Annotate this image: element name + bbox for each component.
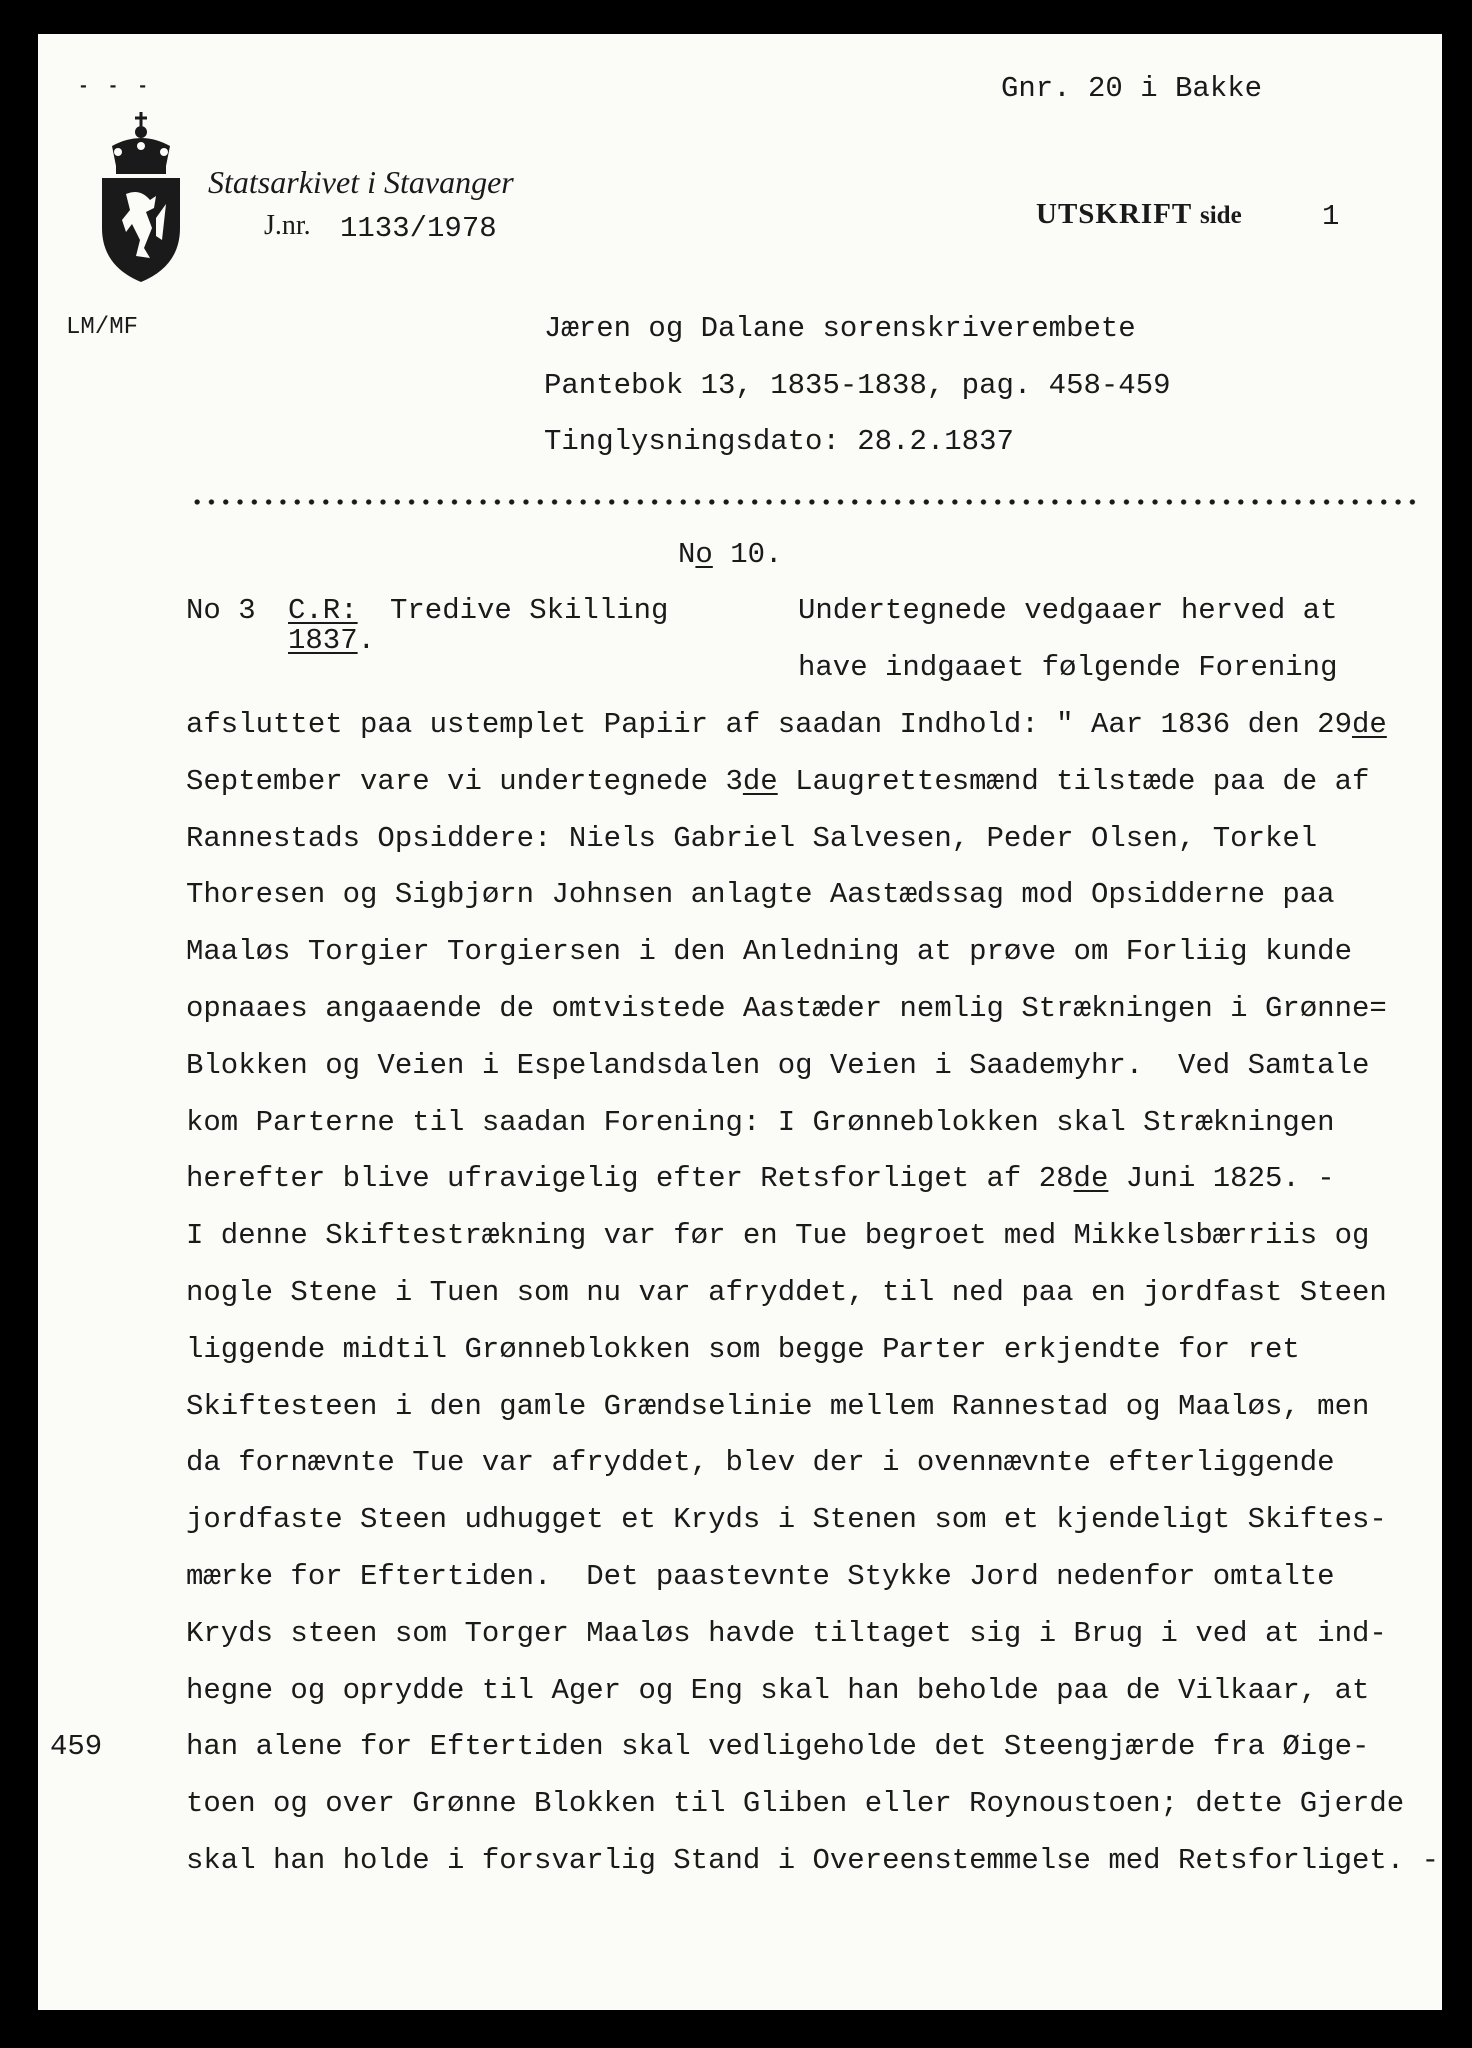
side-label: side: [1200, 202, 1242, 229]
text-line: [186, 994, 1387, 1023]
text-line-rest: Juni 1825. -: [1108, 1162, 1335, 1196]
page-number: 1: [1322, 200, 1340, 233]
entry-number-value: 10.: [712, 538, 783, 571]
text-line: [186, 1503, 1387, 1537]
ref-year-value: 1837: [288, 624, 358, 657]
dotted-separator: [190, 498, 1422, 506]
text-line-main: Kryds steen som Torger Maaløs havde tiltaget sig i Brug i ved at ind-: [186, 1616, 1387, 1650]
ref-amount: Tredive Skilling: [390, 594, 669, 627]
ref-no: No 3: [186, 594, 256, 627]
text-line-main: kom Parterne til saadan Forening: I Grønneblokken skal Strækningen: [186, 1105, 1335, 1139]
text-line-main: da fornævnte Tue var afryddet, blev der i ovennævnte efterliggende: [186, 1446, 1335, 1480]
text-line-ordinal: de: [1352, 708, 1387, 741]
text-line: [186, 1048, 1370, 1082]
text-line-ordinal: de: [1073, 1162, 1109, 1196]
text-line-rest: Laugrettesmænd tilstæde paa de af: [777, 764, 1370, 798]
farm-number: Gnr. 20 i Bakke: [1001, 72, 1263, 105]
archive-name: Statsarkivet i Stavanger: [208, 164, 514, 200]
source-date: Tinglysningsdato: 28.2.1837: [544, 425, 1014, 458]
jnr-value: 1133/1978: [340, 212, 497, 245]
text-line-main: hegne og oprydde til Ager og Eng skal han beholde paa de Vilkaar, at: [186, 1673, 1370, 1707]
ref-year-dot: .: [357, 624, 376, 657]
text-line-main: opnaaes angaaende de omtvistede Aastæder nemlig Strækningen i Grønne=: [186, 992, 1387, 1025]
text-line-main: afsluttet paa ustemplet Papiir af saadan Indhold: " Aar 1836 den 29: [186, 708, 1352, 741]
intro-line-2: have indgaaet følgende Forening: [798, 651, 1338, 684]
text-line-main: Blokken og Veien i Espelandsdalen og Veien i Saademyhr. Ved Samtale: [186, 1048, 1370, 1082]
source-office: Jæren og Dalane sorenskriverembete: [544, 312, 1136, 345]
text-line-main: Rannestads Opsiddere: Niels Gabriel Salvesen, Peder Olsen, Torkel: [186, 821, 1318, 855]
corner-mark: - - -: [78, 77, 153, 97]
text-line-main: I denne Skiftestrækning var før en Tue begroet med Mikkelsbærriis og: [186, 1219, 1370, 1253]
text-line-main: Skiftesteen i den gamle Grændselinie mellem Rannestad og Maaløs, men: [186, 1389, 1370, 1423]
text-line-main: skal han holde i forsvarlig Stand i Overeenstemmelse med Retsforliget. -: [186, 1844, 1440, 1877]
source-book: Pantebok 13, 1835-1838, pag. 458-459: [544, 369, 1171, 402]
intro-line-1: Undertegnede vedgaaer herved at: [798, 594, 1338, 627]
entry-number-prefix: N: [678, 538, 696, 571]
text-line: [186, 1219, 1370, 1253]
margin-page-note: 459: [50, 1730, 103, 1763]
text-line-main: Maaløs Torgier Torgiersen i den Anledning at prøve om Forliig kunde: [186, 935, 1352, 969]
text-line: [186, 1787, 1405, 1821]
text-line: [186, 710, 1387, 739]
text-line: [186, 1162, 1335, 1196]
text-line: [186, 821, 1318, 855]
text-line: [186, 764, 1370, 798]
text-line: [186, 1332, 1300, 1366]
text-line: [186, 1730, 1370, 1764]
text-line-main: toen og over Grønne Blokken til Gliben eller Roynoustoen; dette Gjerde: [186, 1787, 1405, 1821]
document-page: [38, 34, 1442, 2010]
text-line-main: jordfaste Steen udhugget et Kryds i Stenen som et kjendeligt Skiftes-: [186, 1503, 1387, 1537]
text-line: [186, 878, 1335, 912]
text-line: [186, 1562, 1335, 1591]
text-line: [186, 1278, 1387, 1307]
text-line-main: herefter blive ufravigelig efter Retsforliget af 28: [186, 1162, 1074, 1196]
ref-cr: C.R:: [288, 594, 358, 627]
text-line-main: nogle Stene i Tuen som nu var afryddet, til ned paa en jordfast Steen: [186, 1276, 1387, 1309]
utskrift-label: UTSKRIFT: [1036, 198, 1193, 230]
text-line: [186, 1846, 1439, 1875]
text-line-main: Thoresen og Sigbjørn Johnsen anlagte Aastædssag mod Opsidderne paa: [186, 878, 1335, 912]
text-line: [186, 935, 1352, 969]
coat-of-arms-icon: [96, 108, 186, 284]
text-line-main: September vare vi undertegnede 3: [186, 764, 743, 798]
text-line: [186, 1105, 1335, 1139]
text-line: [186, 1616, 1387, 1650]
ref-year: [288, 626, 375, 655]
text-line-main: han alene for Eftertiden skal vedligeholde det Steengjærde fra Øige-: [186, 1730, 1370, 1764]
text-line-ordinal: de: [742, 764, 778, 798]
text-line-main: liggende midtil Grønneblokken som begge Parter erkjendte for ret: [186, 1332, 1300, 1366]
text-line: [186, 1673, 1370, 1707]
entry-number: [678, 540, 782, 569]
text-line: [186, 1446, 1335, 1480]
initials: LM/MF: [66, 314, 139, 341]
jnr-label: J.nr.: [264, 210, 311, 241]
text-line: [186, 1389, 1370, 1423]
text-line-main: mærke for Eftertiden. Det paastevnte Stykke Jord nedenfor omtalte: [186, 1560, 1335, 1593]
entry-number-sup: o: [695, 538, 713, 571]
